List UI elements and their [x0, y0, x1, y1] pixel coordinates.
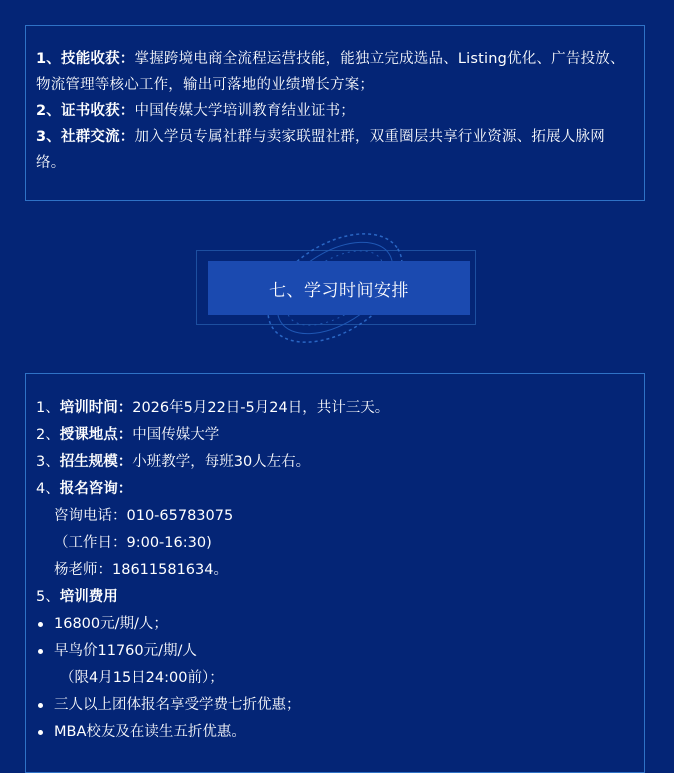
enrollment-scale-row: [36, 449, 634, 476]
fee-early-bird-note: [36, 665, 634, 692]
benefit-certificate: [36, 98, 634, 124]
consultation-row: [36, 476, 634, 503]
bullet-icon: [38, 703, 43, 708]
consultation-teacher: 杨老师：18611581634。: [54, 562, 228, 578]
schedule-panel: [25, 373, 645, 773]
bullet-icon: [38, 730, 43, 735]
fee-item-mba-text: MBA校友及在读生五折优惠。: [54, 724, 246, 740]
training-time-value: 2026年5月22日-5月24日，共计三天。: [132, 400, 390, 416]
bullet-icon: [38, 622, 43, 627]
consultation-label: 报名咨询：: [59, 481, 133, 497]
enrollment-scale-prefix: 3、: [36, 454, 60, 470]
location-row: [36, 422, 634, 449]
section-header: [196, 250, 476, 325]
training-time-label: 培训时间：: [59, 400, 133, 416]
fee-item-standard-text: 16800元/期/人；: [54, 616, 168, 632]
bullet-icon: [38, 649, 43, 654]
benefit-skills-text: 掌握跨境电商全流程运营技能，能独立完成选品、Listing优化、广告投放、物流管理等核心工作，输出可落地的业绩增长方案；: [36, 51, 625, 93]
consultation-prefix: 4、: [36, 481, 60, 497]
benefit-skills: [36, 46, 634, 98]
fee-row: [36, 584, 634, 611]
fee-early-bird-note-text: （限4月15日24:00前）；: [60, 670, 224, 686]
benefit-skills-label: 1、技能收获：: [36, 51, 135, 67]
benefit-certificate-text: 中国传媒大学培训教育结业证书；: [134, 103, 355, 119]
benefit-community: [36, 124, 634, 176]
location-value: 中国传媒大学: [132, 427, 220, 443]
section-title: 七、学习时间安排: [269, 280, 409, 301]
location-label: 授课地点：: [59, 427, 133, 443]
fee-prefix: 5、: [36, 589, 60, 605]
location-prefix: 2、: [36, 427, 60, 443]
fee-item-early-bird-text: 早鸟价11760元/期/人: [54, 643, 197, 659]
enrollment-scale-label: 招生规模：: [59, 454, 133, 470]
benefit-community-label: 3、社群交流：: [36, 129, 135, 145]
training-time-prefix: 1、: [36, 400, 60, 416]
enrollment-scale-value: 小班教学，每班30人左右。: [132, 454, 311, 470]
fee-list: [36, 611, 634, 746]
fee-item-standard: [36, 611, 634, 638]
consultation-phone: 咨询电话：010-65783075: [54, 508, 234, 524]
fee-label: 培训费用: [59, 589, 118, 605]
fee-item-early-bird: [36, 638, 634, 665]
section-title-box: [208, 261, 470, 315]
benefits-panel: [25, 25, 645, 201]
benefit-community-text: 加入学员专属社群与卖家联盟社群，双重圈层共享行业资源、拓展人脉网络。: [36, 129, 605, 171]
benefit-certificate-label: 2、证书收获：: [36, 103, 135, 119]
training-time-row: [36, 395, 634, 422]
consultation-hours: （工作日：9:00-16:30): [54, 535, 212, 551]
fee-item-mba: [36, 719, 634, 746]
fee-item-group: [36, 692, 634, 719]
fee-item-group-text: 三人以上团体报名享受学费七折优惠；: [54, 697, 301, 713]
